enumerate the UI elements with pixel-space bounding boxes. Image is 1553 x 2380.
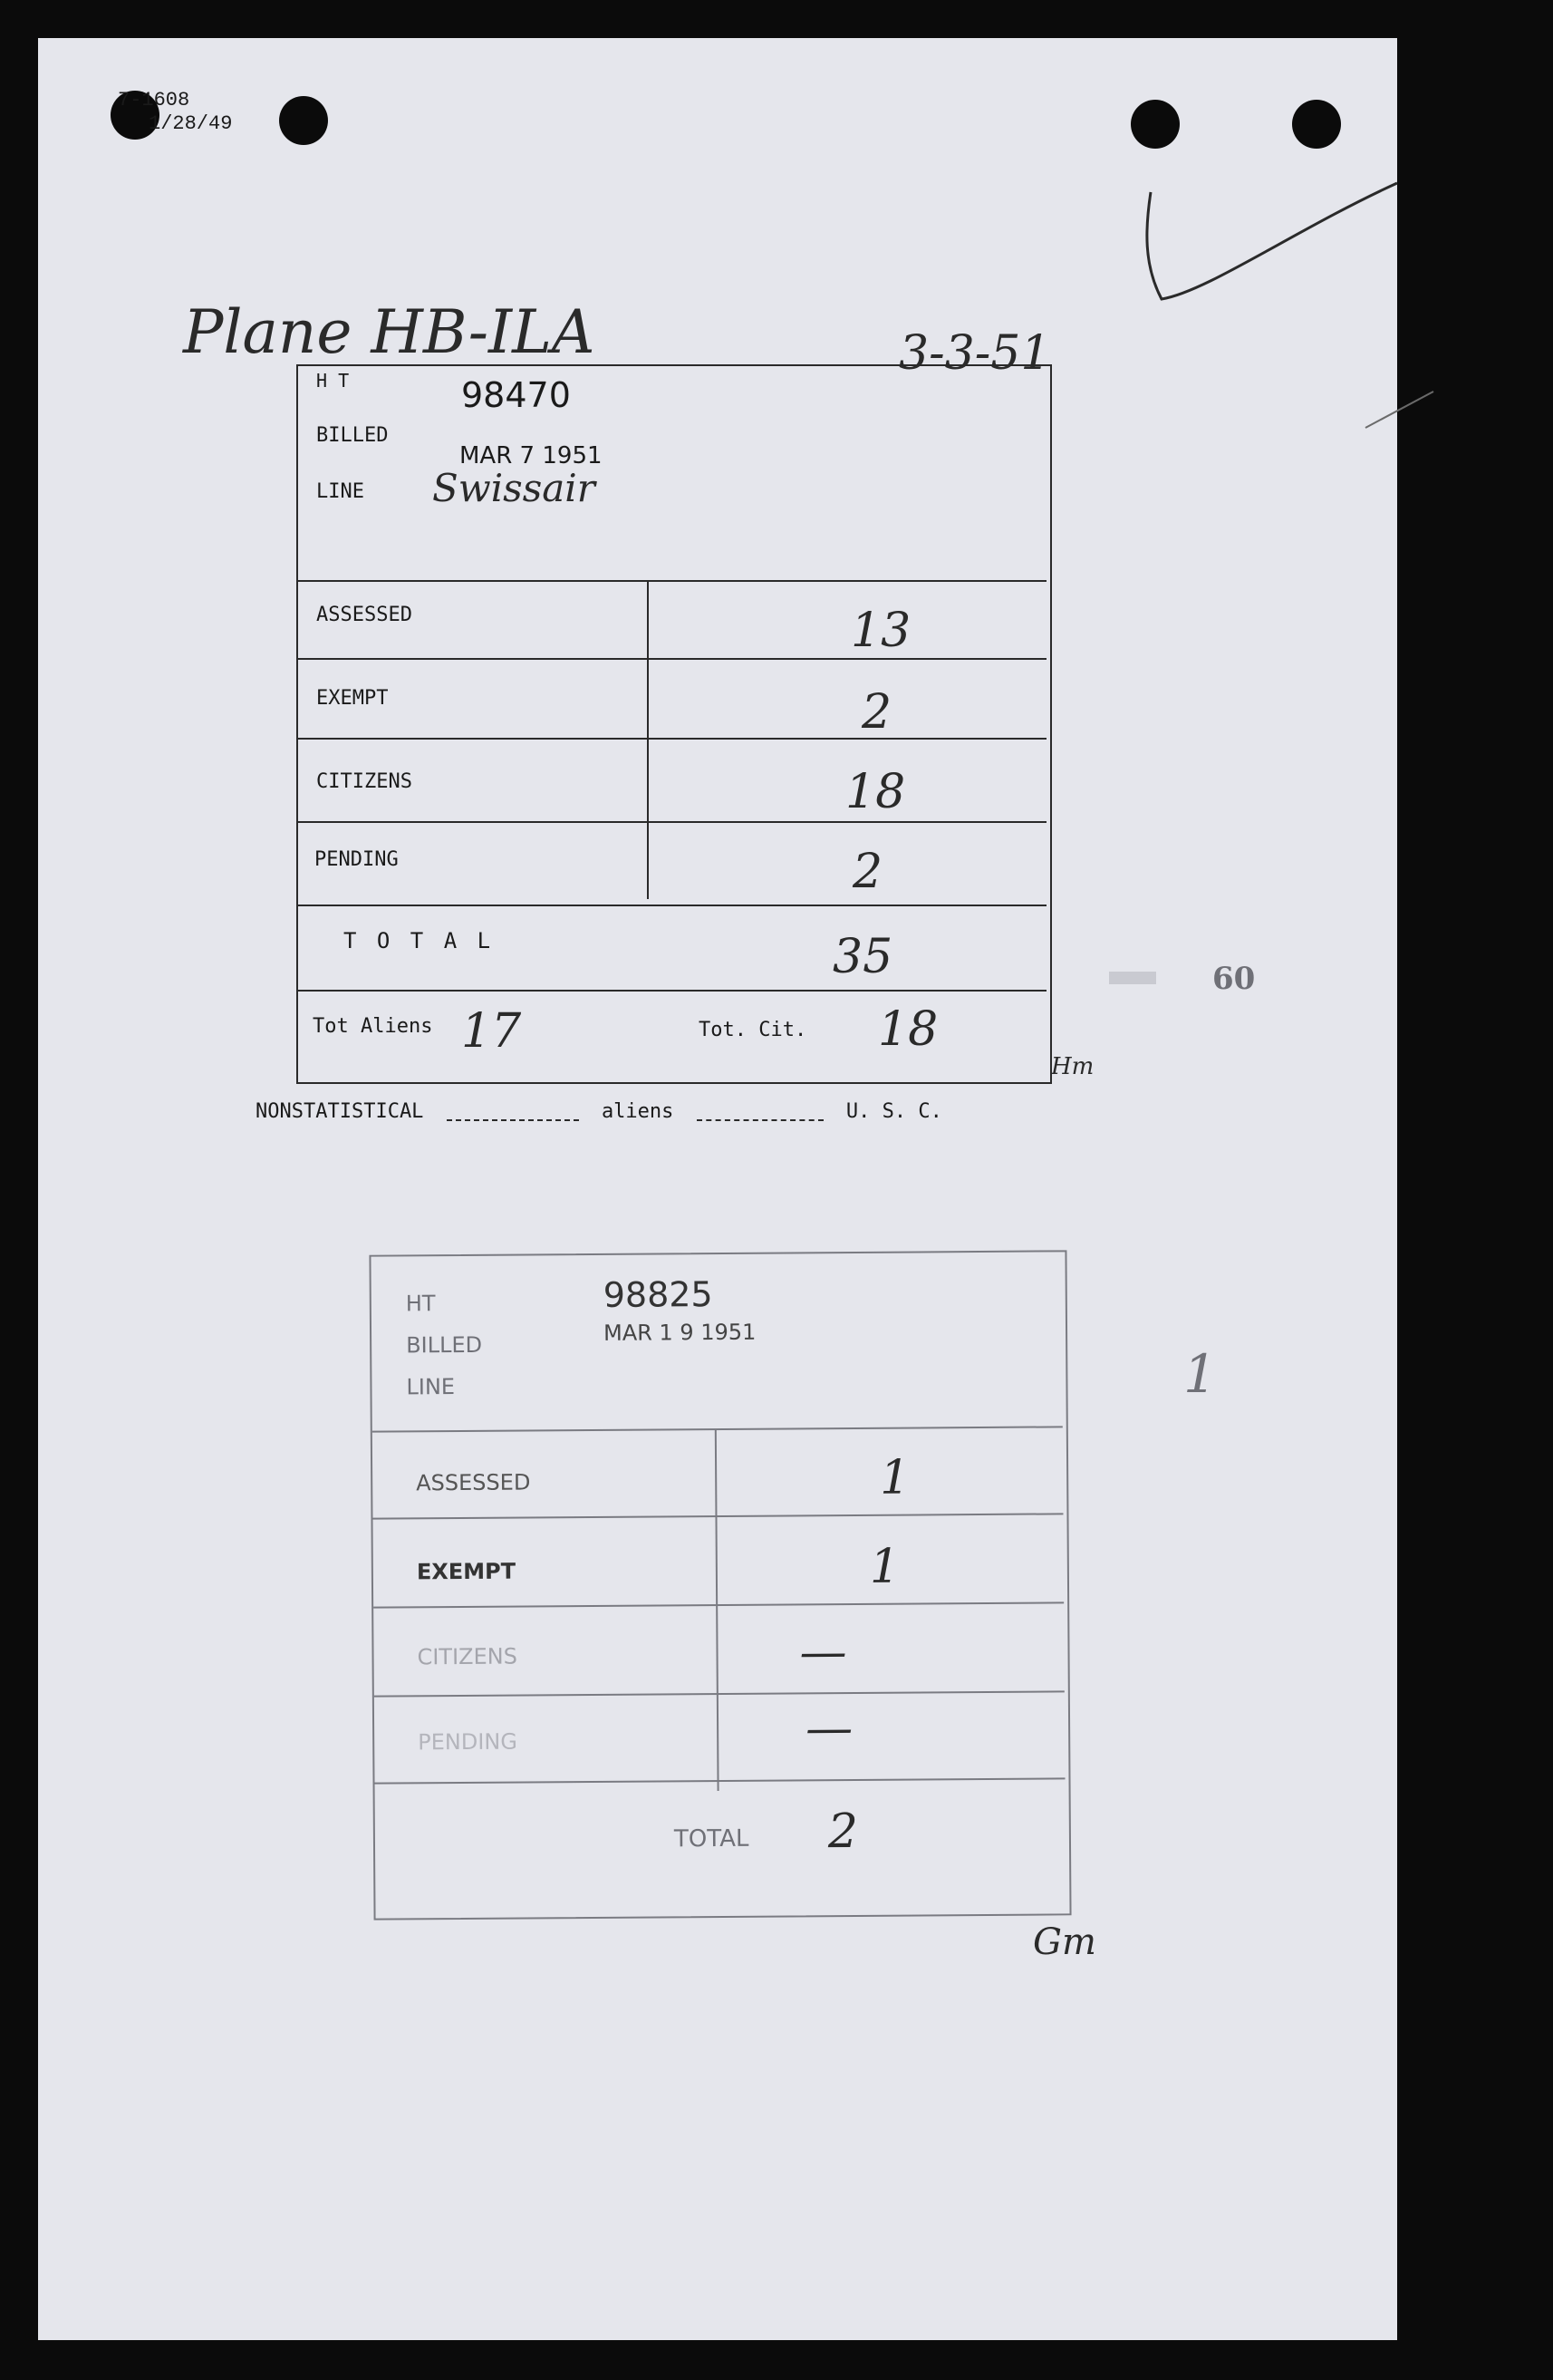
tot-cit-label: Tot. Cit. (699, 1019, 807, 1041)
header-ref-line2: 1/28/49 (149, 112, 233, 135)
punch-hole (1292, 100, 1341, 149)
date-note: 3-3-51 (899, 326, 1051, 381)
citizens-label-2: CITIZENS (417, 1643, 518, 1670)
citizens-value: 18 (845, 765, 906, 819)
total-value-2: 2 (827, 1804, 859, 1860)
assessed-label-2: ASSESSED (416, 1469, 531, 1496)
total-value: 35 (833, 930, 893, 984)
tot-cit-value: 18 (878, 1002, 939, 1057)
header-reference (118, 89, 232, 136)
pending-label: PENDING (314, 848, 399, 871)
ht-number: 98470 (461, 375, 571, 415)
tot-aliens-value: 17 (461, 1004, 522, 1059)
punch-hole (1131, 100, 1180, 149)
total-label-2: TOTAL (673, 1824, 749, 1853)
assessed-value: 13 (851, 604, 912, 658)
punch-hole (279, 96, 328, 145)
line-value: Swissair (432, 466, 595, 510)
billed-label: BILLED (316, 424, 389, 447)
citizens-label: CITIZENS (316, 770, 412, 793)
billed-date-stamp: MAR 7 1951 (459, 442, 603, 469)
nonstat-aliens: aliens (601, 1100, 674, 1123)
ht-number-2: 98825 (603, 1274, 713, 1315)
nonstat-usc: U. S. C. (845, 1100, 942, 1123)
line-label: LINE (316, 480, 364, 503)
pending-label-2: PENDING (418, 1728, 518, 1756)
check-mark (1134, 156, 1442, 464)
aliens-blank (447, 1119, 579, 1121)
side-number: 60 (1212, 961, 1256, 997)
side-mark: 1 (1183, 1343, 1217, 1405)
record-form-1 (296, 364, 1052, 1084)
smudge (1109, 972, 1156, 984)
exempt-label-2: EXEMPT (416, 1558, 516, 1585)
usc-blank (697, 1119, 824, 1121)
ht-label: H T (316, 370, 350, 392)
record-form-2 (369, 1250, 1071, 1920)
form2-initials: Gm (1033, 1921, 1096, 1963)
exempt-value-2: 1 (869, 1539, 901, 1594)
pending-value: 2 (853, 845, 883, 899)
line-label-2: LINE (406, 1374, 456, 1400)
exempt-label: EXEMPT (316, 687, 389, 710)
assessed-value-2: 1 (879, 1450, 911, 1505)
citizens-value-2: — (799, 1625, 847, 1680)
nonstatistical-line (256, 1100, 942, 1123)
tot-aliens-label: Tot Aliens (313, 1015, 433, 1038)
plane-note: Plane HB-ILA (183, 297, 595, 367)
billed-label-2: BILLED (406, 1331, 483, 1359)
billed-date-stamp-2: MAR 1 9 1951 (603, 1319, 757, 1346)
document-page (38, 38, 1397, 2340)
header-ref-line1: 7-1608 (118, 89, 190, 111)
ht-label-2: HT (405, 1291, 436, 1317)
assessed-label: ASSESSED (316, 604, 412, 626)
exempt-value: 2 (862, 685, 892, 740)
total-label: T O T A L (343, 928, 495, 953)
form1-initials: Hm (1051, 1053, 1095, 1080)
pending-value-2: — (805, 1700, 854, 1756)
nonstat-label: NONSTATISTICAL (256, 1100, 424, 1123)
